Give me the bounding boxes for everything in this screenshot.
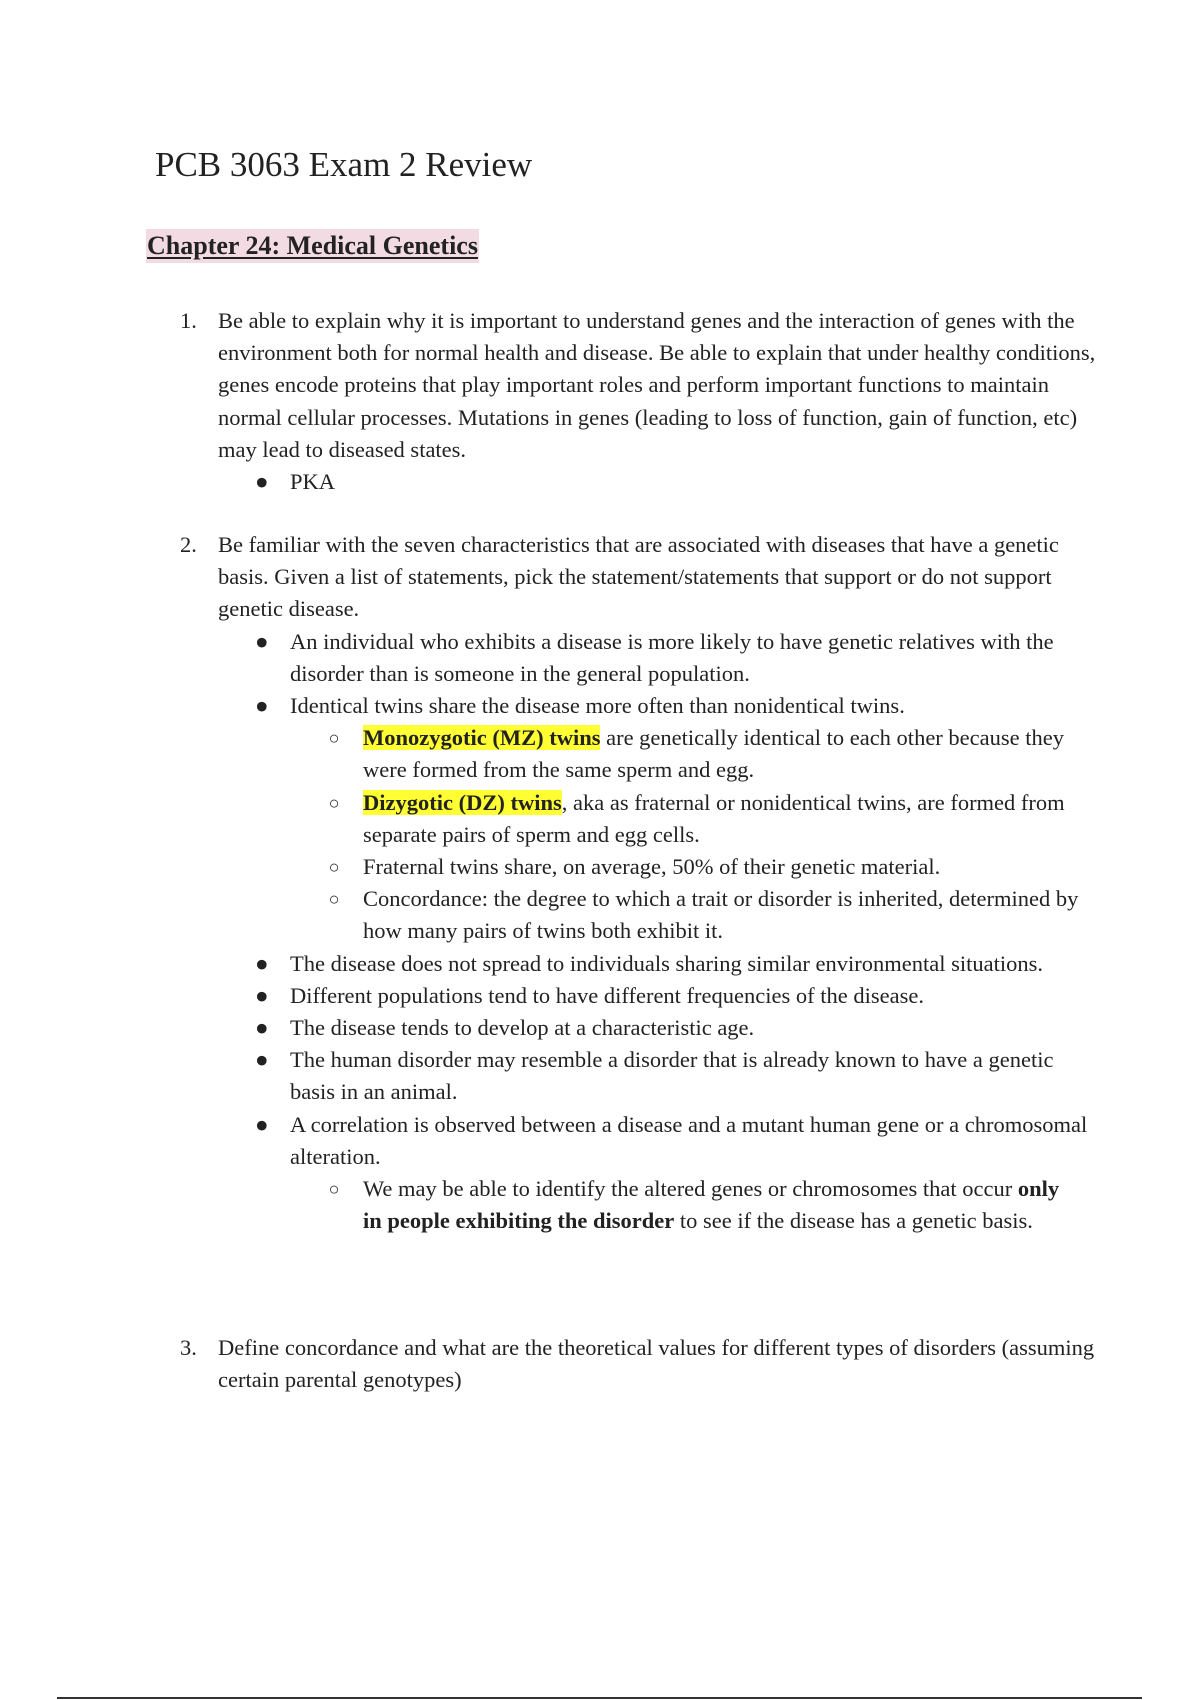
bullet-text: Identical twins share the disease more often than nonidentical twins. (290, 693, 905, 719)
hollow-circle-icon: ○ (328, 889, 340, 910)
bullet-text: PKA (290, 469, 336, 495)
bullet-icon: ● (255, 693, 269, 719)
sub-bullet-text: Fraternal twins share, on average, 50% of their genetic material. (363, 854, 941, 880)
hollow-circle-icon: ○ (328, 792, 340, 813)
item-text: Be able to explain why it is important to understand genes and the interaction of genes with the environment both for normal health and disease. Be able to explain that under healthy conditions, genes encode proteins that play important roles and perform important functions to maintain normal cellular processes. Mutations in genes (leading to loss of function, gain of function, etc) may lead to diseased states. (218, 308, 1096, 462)
highlighted-term: Dizygotic (DZ) twins (363, 789, 562, 815)
item-text: Define concordance and what are the theoretical values for different types of disorders (assuming certain parental genotypes) (218, 1335, 1095, 1393)
item-number: 1. (180, 308, 197, 333)
hollow-circle-icon: ○ (328, 728, 340, 749)
sub-bullet-text: , aka as fraternal or nonidentical twins, are formed from separate pairs of sperm and egg cells. (363, 789, 1065, 847)
item-number: 3. (180, 1335, 197, 1360)
sub-bullet-item (0, 851, 1083, 883)
bullet-item (0, 980, 1090, 1012)
sub-bullet-item (0, 1173, 1083, 1237)
sub-bullet-item (0, 722, 1083, 786)
bullet-icon: ● (255, 1015, 269, 1041)
bullet-text: The disease does not spread to individuals sharing similar environmental situations. (290, 950, 1043, 976)
chapter-heading: Chapter 24: Medical Genetics (146, 229, 479, 263)
bullet-icon: ● (255, 1047, 269, 1073)
bullet-text: A correlation is observed between a disease and a mutant human gene or a chromosomal alteration. (290, 1111, 1088, 1169)
review-item-2 (0, 529, 1200, 1237)
bullet-item (0, 690, 1090, 722)
sub-bullet-text: to see if the disease has a genetic basis. (674, 1208, 1033, 1234)
page-title: PCB 3063 Exam 2 Review (155, 145, 533, 184)
bullet-item (0, 1109, 1090, 1173)
sub-bullet-text: Concordance: the degree to which a trait or disorder is inherited, determined by how many pairs of twins both exhibit it. (363, 886, 1079, 944)
highlighted-term: Monozygotic (MZ) twins (363, 725, 601, 751)
bullet-text: The disease tends to develop at a characteristic age. (290, 1015, 755, 1041)
hollow-circle-icon: ○ (328, 1179, 340, 1200)
sub-bullet-text: are genetically identical to each other because they were formed from the same sperm and egg. (363, 725, 1064, 783)
bold-phrase: only in people exhibiting the disorder (363, 1176, 1060, 1234)
item-text: Be familiar with the seven characteristics that are associated with diseases that have a genetic basis. Given a list of statements, pick the statement/statements that support or do not support genetic disease. (218, 532, 1059, 622)
bullet-text: Different populations tend to have different frequencies of the disease. (290, 982, 924, 1008)
bullet-text: An individual who exhibits a disease is more likely to have genetic relatives with the disorder than is someone in the general population. (290, 628, 1054, 686)
review-item-1 (0, 305, 1200, 498)
bullet-icon: ● (255, 1111, 269, 1137)
bullet-icon: ● (255, 628, 269, 654)
item-number: 2. (180, 532, 197, 557)
bullet-icon: ● (255, 469, 269, 495)
sub-bullet-item (0, 787, 1083, 851)
page-bottom-divider (57, 1697, 1142, 1699)
bullet-item (0, 466, 1090, 498)
bullet-icon: ● (255, 950, 269, 976)
review-item-3 (0, 1332, 1200, 1396)
bullet-icon: ● (255, 982, 269, 1008)
hollow-circle-icon: ○ (328, 857, 340, 878)
sub-bullet-item (0, 883, 1083, 947)
sub-bullet-text: We may be able to identify the altered genes or chromosomes that occur (363, 1176, 1018, 1202)
bullet-item (0, 626, 1090, 690)
bullet-item (0, 1012, 1090, 1044)
bullet-item (0, 948, 1090, 980)
bullet-text: The human disorder may resemble a disorder that is already known to have a genetic basis in an animal. (290, 1047, 1054, 1105)
bullet-item (0, 1044, 1090, 1108)
